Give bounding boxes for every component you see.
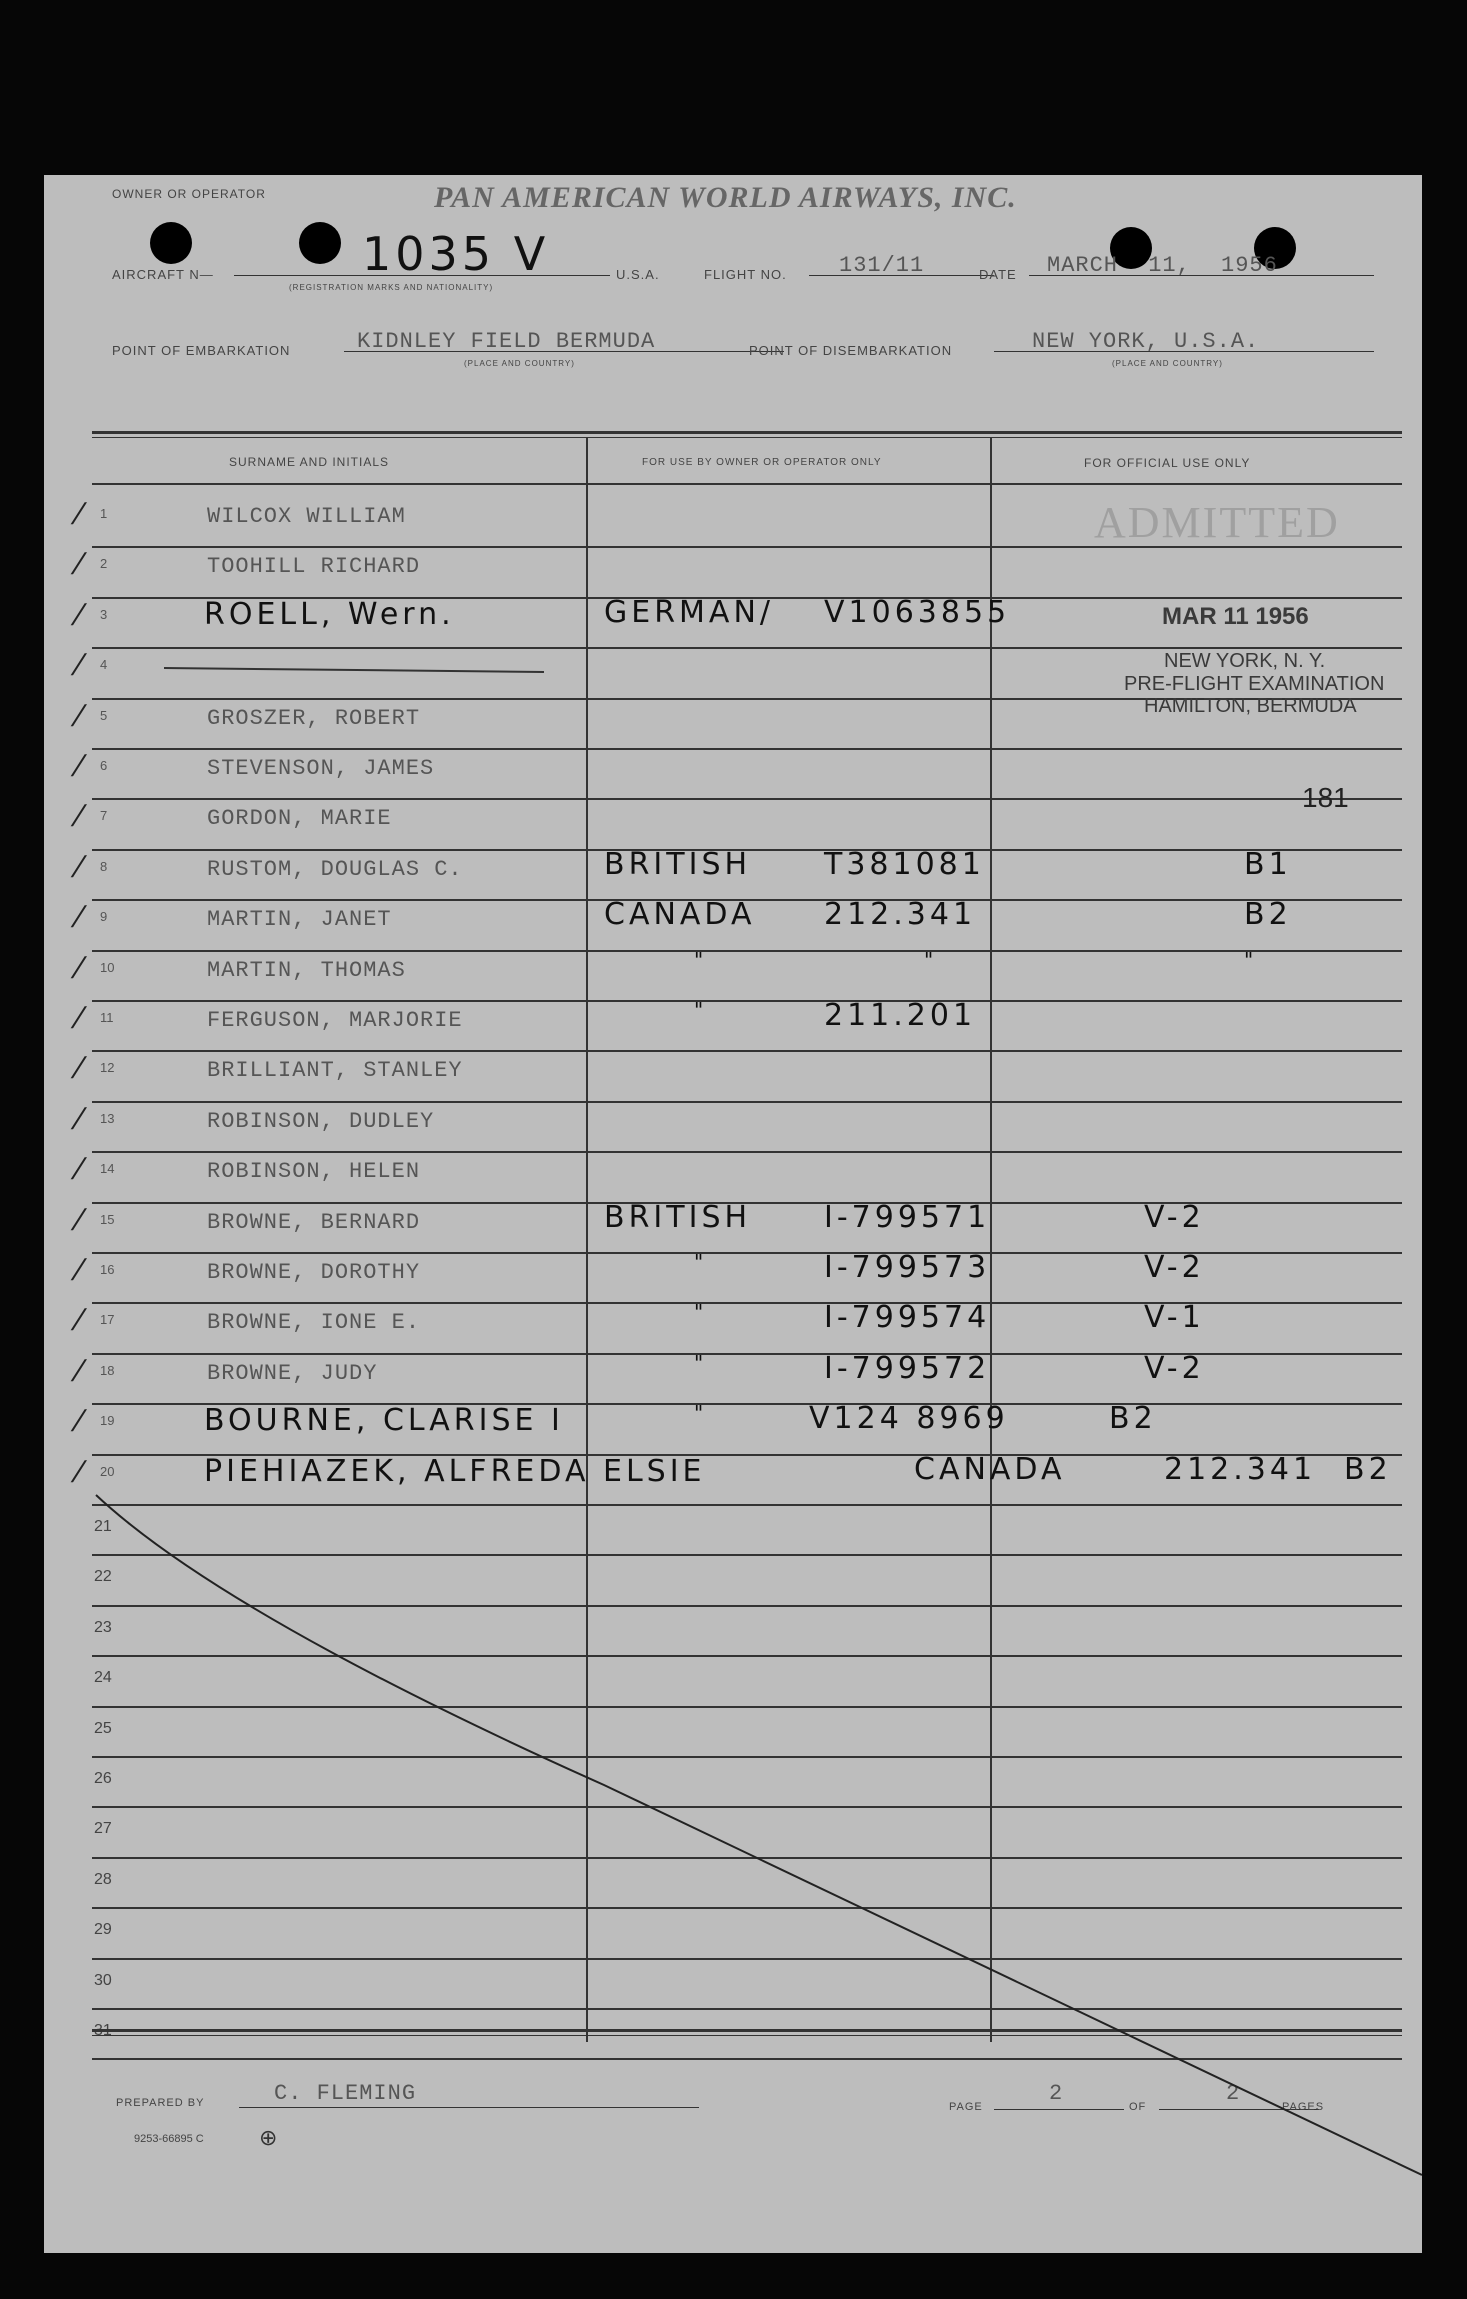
document-number: I-799572	[824, 1351, 991, 1386]
check-mark: /	[68, 1204, 89, 1237]
visa-code: B1	[1244, 847, 1292, 882]
passenger-name: BOURNE, CLARISE I	[204, 1403, 564, 1438]
check-mark: /	[68, 1456, 89, 1489]
prepared-by: C. FLEMING	[274, 2081, 417, 2106]
row-number: 30	[94, 1972, 112, 1989]
passenger-name: GROSZER, ROBERT	[207, 706, 421, 731]
flight-label: FLIGHT NO.	[704, 267, 787, 282]
check-mark: /	[68, 901, 89, 934]
passenger-name: MARTIN, THOMAS	[207, 958, 406, 983]
passenger-name: BROWNE, DOROTHY	[207, 1260, 421, 1285]
row-number: 1	[100, 506, 108, 521]
stamp-line-2: HAMILTON, BERMUDA	[1144, 695, 1357, 717]
row-number: 17	[100, 1312, 115, 1327]
row-number: 10	[100, 960, 115, 975]
visa-code: V-2	[1144, 1250, 1205, 1285]
col-names-header: SURNAME AND INITIALS	[229, 455, 390, 469]
check-mark: /	[68, 1002, 89, 1035]
page-number: 2	[1049, 2081, 1064, 2106]
nationality: "	[694, 948, 708, 972]
check-mark: /	[68, 1153, 89, 1186]
check-mark: /	[68, 750, 89, 783]
check-mark: /	[68, 599, 89, 632]
document-number: 211.201	[824, 998, 977, 1033]
disembarkation-point: NEW YORK, U.S.A.	[1032, 329, 1260, 354]
embarkation-point: KIDNLEY FIELD BERMUDA	[357, 329, 656, 354]
passenger-name: TOOHILL RICHARD	[207, 554, 421, 579]
cancel-line	[44, 175, 1422, 2253]
passenger-name: PIEHIAZEK, ALFREDA ELSIE	[204, 1454, 706, 1489]
passenger-name: WILCOX WILLIAM	[207, 504, 406, 529]
passenger-name: BRILLIANT, STANLEY	[207, 1058, 463, 1083]
document-number: V124 8969	[809, 1401, 1009, 1436]
passenger-name: MARTIN, JANET	[207, 907, 392, 932]
registration-note: (REGISTRATION MARKS AND NATIONALITY)	[289, 283, 494, 292]
check-mark: /	[68, 952, 89, 985]
row-number: 15	[100, 1212, 115, 1227]
stamp-line-1: PRE-FLIGHT EXAMINATION	[1124, 673, 1385, 695]
form-number: 9253-66895 C	[134, 2133, 204, 2145]
page-label: PAGE	[949, 2101, 983, 2113]
nationality: GERMAN/	[604, 595, 775, 630]
nationality: BRITISH	[604, 1200, 752, 1235]
row-number: 11	[100, 1010, 114, 1025]
manifest-page	[44, 175, 1422, 2253]
usa-label: U.S.A.	[616, 267, 660, 282]
flight-number: 131/11	[839, 253, 925, 278]
document-number: T381081	[824, 847, 985, 882]
nationality: CANADA	[914, 1452, 1066, 1487]
visa-code: V-2	[1144, 1200, 1205, 1235]
row-number: 21	[94, 1518, 112, 1535]
visa-code: "	[1244, 948, 1258, 972]
visa-code: V-1	[1144, 1300, 1205, 1335]
nationality: CANADA	[604, 897, 756, 932]
pages-label: PAGES	[1282, 2101, 1325, 2113]
row-number: 20	[100, 1464, 115, 1479]
document-number: I-799573	[824, 1250, 991, 1285]
passenger-name: ROBINSON, DUDLEY	[207, 1109, 435, 1134]
passenger-name: BROWNE, IONE E.	[207, 1310, 421, 1335]
union-label-icon: ⊕	[259, 2125, 278, 2150]
row-number: 27	[94, 1820, 112, 1837]
check-mark: /	[68, 1103, 89, 1136]
row-number: 29	[94, 1921, 112, 1938]
passenger-name: BROWNE, JUDY	[207, 1361, 378, 1386]
nationality: BRITISH	[604, 847, 752, 882]
prepared-by-label: PREPARED BY	[116, 2097, 205, 2109]
check-mark: /	[68, 548, 89, 581]
row-number: 14	[100, 1161, 115, 1176]
flight-date: MARCH 11, 1956	[1047, 253, 1278, 278]
nationality: "	[694, 1300, 708, 1324]
passenger-name: RUSTOM, DOUGLAS C.	[207, 857, 463, 882]
row-number: 23	[94, 1619, 112, 1636]
passenger-name: BROWNE, BERNARD	[207, 1210, 421, 1235]
nationality: "	[694, 998, 708, 1022]
visa-code: B2	[1244, 897, 1292, 932]
row-number: 8	[100, 859, 108, 874]
check-mark: /	[68, 498, 89, 531]
row-number: 25	[94, 1720, 112, 1737]
passenger-name: FERGUSON, MARJORIE	[207, 1008, 463, 1033]
nationality: "	[694, 1250, 708, 1274]
row-number: 12	[100, 1060, 115, 1075]
row-number: 6	[100, 758, 108, 773]
disembarkation-note: (PLACE AND COUNTRY)	[1112, 359, 1223, 368]
check-mark: /	[68, 1304, 89, 1337]
col-owner-header: FOR USE BY OWNER OR OPERATOR ONLY	[642, 457, 882, 468]
row-number: 5	[100, 708, 108, 723]
of-label: OF	[1129, 2101, 1147, 2113]
visa-code: B2	[1344, 1452, 1392, 1487]
aircraft-label: AIRCRAFT N—	[112, 267, 214, 282]
row-number: 9	[100, 909, 108, 924]
check-mark: /	[68, 700, 89, 733]
row-number: 28	[94, 1871, 112, 1888]
check-mark: /	[68, 649, 89, 682]
aircraft-number: 1035 V	[362, 227, 550, 281]
stamp-number: 181	[1302, 782, 1349, 813]
check-mark: /	[68, 851, 89, 884]
document-number: I-799571	[824, 1200, 991, 1235]
date-label: DATE	[979, 267, 1017, 282]
passenger-name: ROBINSON, HELEN	[207, 1159, 421, 1184]
visa-code: V-2	[1144, 1351, 1205, 1386]
row-number: 18	[100, 1363, 115, 1378]
embarkation-note: (PLACE AND COUNTRY)	[464, 359, 575, 368]
visa-code: B2	[1109, 1401, 1157, 1436]
embarkation-label: POINT OF EMBARKATION	[112, 343, 291, 358]
document-number: 212.341	[824, 897, 977, 932]
passenger-name: GORDON, MARIE	[207, 806, 392, 831]
owner-label: OWNER OR OPERATOR	[112, 187, 266, 201]
stamp-city: NEW YORK, N. Y.	[1164, 650, 1326, 672]
check-mark: /	[68, 800, 89, 833]
row-number: 2	[100, 556, 108, 571]
operator-name: PAN AMERICAN WORLD AIRWAYS, INC.	[434, 181, 1017, 214]
row-number: 19	[100, 1413, 115, 1428]
nationality: "	[694, 1351, 708, 1375]
row-number: 24	[94, 1669, 112, 1686]
row-number: 22	[94, 1568, 112, 1585]
document-number: I-799574	[824, 1300, 991, 1335]
check-mark: /	[68, 1254, 89, 1287]
row-number: 4	[100, 657, 108, 672]
passenger-name: ROELL, Wern.	[204, 597, 455, 632]
row-number: 7	[100, 808, 108, 823]
passenger-name: STEVENSON, JAMES	[207, 756, 435, 781]
document-number: V1063855	[824, 595, 1011, 630]
document-number: 212.341	[1164, 1452, 1317, 1487]
check-mark: /	[68, 1355, 89, 1388]
check-mark: /	[68, 1052, 89, 1085]
document-number: "	[924, 948, 938, 972]
nationality: "	[694, 1401, 708, 1425]
check-mark: /	[68, 1405, 89, 1438]
total-pages: 2	[1226, 2081, 1241, 2106]
disembarkation-label: POINT OF DISEMBARKATION	[749, 343, 953, 358]
admitted-stamp: ADMITTED	[1094, 498, 1340, 547]
row-number: 3	[100, 607, 108, 622]
stamp-date: MAR 11 1956	[1162, 603, 1309, 630]
row-number: 16	[100, 1262, 115, 1277]
row-number: 13	[100, 1111, 115, 1126]
col-official-header: FOR OFFICIAL USE ONLY	[1084, 456, 1251, 470]
row-number: 26	[94, 1770, 112, 1787]
